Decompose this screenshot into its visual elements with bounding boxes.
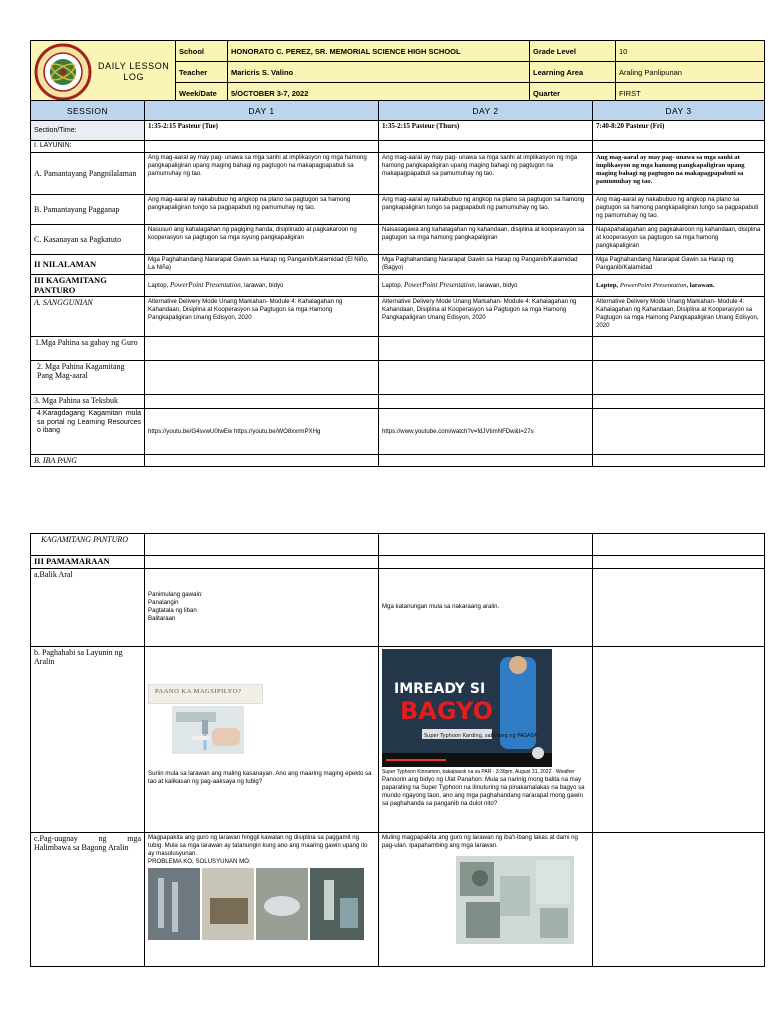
pagganap-day2: Ang mag-aaral ay nakabubuo ng angkop na plano sa pagtugon sa hamong pangkapaligiran tungo sa pagpapabuti ng pamumuhay ng tao.: [379, 195, 593, 225]
teacher-value: Maricris S. Valino: [228, 62, 530, 83]
layunin-label: I. LAYUNIN:: [31, 141, 145, 153]
paghahabi-day2: [379, 646, 593, 832]
balik-aral-line: Balitaraan: [148, 615, 176, 622]
kagamitang-day1: Laptop, PowerPoint Presentation, larawan, bidyo: [145, 275, 379, 297]
grade-value: 10: [616, 41, 765, 62]
karagdagang-day3: [593, 409, 765, 455]
balik-aral-day2: Mga katanungan mula sa nakaraang aralin.: [379, 568, 593, 646]
video-caption: Super Typhoon Karding, sabi lang ng PAGASA: [424, 732, 538, 739]
pangnilalaman-day2: Ang mag-aaral ay may pag- unawa sa mga sanhi at implikasyon ng mga hamong pangkapaligiran upang maging bahagi ng pagtugon na makapagpapabuti sa pamumuhay ng tao.: [379, 153, 593, 195]
balik-aral-label: a.Balik Aral: [31, 568, 145, 646]
sanggunian-day1: Alternative Delivery Mode Unang Markahan- Module 4: Kahalagahan ng Kahandaan, Disiplina at Kooperasyon sa Pagtugon sa mga Hamong Pangkapaligiran Unang Edisyon, 2020: [145, 297, 379, 337]
weather-video-thumbnail[interactable]: [382, 649, 552, 767]
paghahabi-day1: [145, 646, 379, 832]
grade-label: Grade Level: [530, 41, 616, 62]
school-value: HONORATO C. PEREZ, SR. MEMORIAL SCIENCE HIGH SCHOOL: [228, 41, 530, 62]
pamantayang-pagganap-label: B. Pamantayang Pagganap: [31, 195, 145, 225]
pag-uugnay-day2-text: Muling magpapakita ang guro ng larawan ng iba't-ibang lakas at dami ng pag-ulan. Ipapahambing ang mga larawan.: [382, 833, 578, 849]
nilalaman-label: II NILALAMAN: [31, 255, 145, 275]
quarter-value: FIRST: [616, 83, 765, 104]
pag-uugnay-label: c.Pag-uugnay ng mga Halimbawa sa Bagong Aralin: [31, 832, 145, 966]
logo-title-cell: [31, 41, 176, 104]
quarter-label: Quarter: [530, 83, 616, 104]
section-time-day2: 1:35-2:15 Pasteur (Thurs): [379, 121, 593, 141]
kagamitang-day2: Laptop, PowerPoint Presentation, larawan, bidyo: [379, 275, 593, 297]
balik-aral-line: Panimulang gawain:: [148, 591, 203, 598]
balik-aral-line: Pagtatala ng liban: [148, 607, 197, 614]
pagganap-day3: Ang mag-aaral ay nakabubuo ng angkop na plano sa pagtugon sa hamong pangkapaligiran tungo sa pagpapabuti ng pamumuhay ng tao.: [593, 195, 765, 225]
balik-aral-day1: [145, 568, 379, 646]
kagamitang-panturo-label: III KAGAMITANG PANTURO: [31, 275, 145, 297]
nilalaman-day2: Mga Paghahandang Nararapat Gawin sa Harap ng Panganib/Kalamidad (Bagyo): [379, 255, 593, 275]
pag-uugnay-day2: [379, 832, 593, 966]
title-line-1: DAILY LESSON: [98, 61, 170, 71]
kagamitang-day3: Laptop, PowerPoint Presentation, larawan.: [593, 275, 765, 297]
pag-uugnay-day1: [145, 832, 379, 966]
karagdagang-day2[interactable]: https://www.youtube.com/watch?v=fdJVtimNFDw&t=27s: [379, 409, 593, 455]
area-label: Learning Area: [530, 62, 616, 83]
dll-table-page2: [30, 533, 765, 967]
section-time-day3: 7:40-8:20 Pasteur (Fri): [593, 121, 765, 141]
pamamaraan-label: III PAMAMARAAN: [31, 556, 145, 569]
pag-uugnay-day1-caption: PROBLEMA KO, SOLUSYUNAN MO:: [148, 857, 251, 865]
kasanayan-label: C. Kasanayan sa Pagkatuto: [31, 225, 145, 255]
school-label: School: [176, 41, 228, 62]
week-label: Week/Date: [176, 83, 228, 104]
balik-aral-line: Panalangin: [148, 599, 179, 606]
pag-uugnay-day1-text: Magpapakita ang guro ng larawan hinggil kawalan ng disiplina sa paggamit ng tubig. Mula sa mga larawan ay tatanungin kung ano ang maaring gawin upang ito ay masolusyunan.: [148, 833, 368, 857]
section-time-day1: 1:35-2:15 Pasteur (Tue): [145, 121, 379, 141]
session-header: SESSION: [31, 101, 145, 121]
rain-intensity-images: [456, 856, 574, 944]
toothbrush-title-banner: PAANO KA MAGSIPILYO?: [148, 684, 263, 704]
week-value: 5/OCTOBER 3-7, 2022: [228, 83, 530, 104]
dll-table: [30, 100, 765, 467]
video-subtitle: Super Typhoon Kinnamon, kakapasok na sa PAR · 3:30pm, August 31, 2022 · Weather: [382, 768, 575, 775]
page2-kagamitang-label: KAGAMITANG PANTURO: [31, 534, 145, 556]
nilalaman-day3: Mga Paghahandang Nararapat Gawin sa Harap ng Panganib/Kalamidad: [593, 255, 765, 275]
teksbuk-label: 3. Mga Pahina sa Teksbuk: [31, 395, 145, 409]
nilalaman-day1: Mga Paghahandang Nararapat Gawin sa Harap ng Panganib/Kalamidad (El Niño, La Niña): [145, 255, 379, 275]
area-value: Araling Panlipunan: [616, 62, 765, 83]
iba-pang-label: B. IBA PANG: [31, 455, 145, 467]
toothbrush-faucet-image: [172, 706, 244, 754]
kasanayan-day2: Naisasagawa ang kahalagahan ng kahandaan, disiplina at kooperasyon sa pagtugon sa mga hamong pangkapaligiran: [379, 225, 593, 255]
title-line-2: LOG: [123, 72, 145, 82]
pagganap-day1: Ang mag-aaral ay nakabubuo ng angkop na plano sa pagtugon sa hamong pangkapaligiran tungo sa pagpapabuti ng pamumuhay ng tao.: [145, 195, 379, 225]
sanggunian-day2: Alternative Delivery Mode Unang Markahan- Module 4: Kahalagahan ng Kahandaan, Disiplina at Kooperasyon sa Pagtugon sa mga Hamong Pangkapaligiran Unang Edisyon, 2020: [379, 297, 593, 337]
section-time-label: Section/Time:: [31, 121, 145, 141]
kasanayan-day1: Nasusuri ang kahalagahan ng pagiging handa, disiplinado at pagkakaroon ng kooperasyon sa pagtugon sa mga isyung pangkapaligiran: [145, 225, 379, 255]
paghahabi-label: b. Paghahabi sa Layunin ng Aralin: [31, 646, 145, 832]
gabay-guro-label: 1.Mga Pahina sa gabay ng Guro: [31, 337, 145, 361]
pangnilalaman-day3: Ang mag-aaral ay may pag- unawa sa mga sanhi at implikasyon ng mga hamong pangkapaligiran upang maging bahagi ng pagtugon na makapagpapabuti sa pamumuhay ng tao.: [593, 153, 765, 195]
paghahabi-day2-text: Panoorin ang bidyo ng Ulat Panahon: Mula sa narinig mong balita na may paparating na Super Typhoon na itinuturing na pinakamalakas na bagyo sa mundo ngayong taon, ano ang mga paghahandang nararapat mong gawin sa paghahanda sa panganib na dulot nito?: [382, 775, 585, 807]
karagdagang-day1[interactable]: https://youtu.be/G4svwU0twEw https://youtu.be/WO8xxrmPXHg: [145, 409, 379, 455]
water-waste-images: [148, 868, 364, 940]
day1-header: DAY 1: [145, 101, 379, 121]
pamantayang-pangnilalaman-label: A. Pamantayang Pangnilalaman: [31, 153, 145, 195]
pangnilalaman-day1: Ang mag-aaral ay may pag- unawa sa mga sanhi at implikasyon ng mga hamong pangkapaligiran upang maging bahagi ng pagtugon na makapagpapabuti sa pamumuhay ng tao.: [145, 153, 379, 195]
karagdagang-label: 4.Karagdagang Kagamitan mula sa portal ng Learning Resources o ibang: [31, 409, 145, 455]
paghahabi-day1-text: Suriin mula sa larawan ang maling kasanayan. Ano ang maaring maging epekto sa tao at kalikasan ng pag-aaksaya ng tubig?: [148, 769, 372, 785]
sanggunian-day3: Alternative Delivery Mode Unang Markahan- Module 4: Kahalagahan ng Kahandaan, Disiplina at Kooperasyon sa Pagtugon sa mga Hamong Pangkapaligiran Unang Edisyon, 2020: [593, 297, 765, 337]
header-table: [30, 40, 765, 104]
teacher-label: Teacher: [176, 62, 228, 83]
kasanayan-day3: Napapahalagahan ang pagkakaroon ng kahandaan, disiplina at kooperasyon sa pagtugon sa mga hamong pangkapaligiran: [593, 225, 765, 255]
video-title-line2: BAGYO: [400, 696, 493, 725]
sanggunian-label: A. SANGGUNIAN: [31, 297, 145, 337]
video-title-line1: IMREADY SI: [394, 680, 486, 697]
day2-header: DAY 2: [379, 101, 593, 121]
school-logo-icon: [34, 43, 92, 101]
kagamitang-mag-aaral-label: 2. Mga Pahina Kagamitang Pang Mag-aaral: [31, 361, 145, 395]
day3-header: DAY 3: [593, 101, 765, 121]
